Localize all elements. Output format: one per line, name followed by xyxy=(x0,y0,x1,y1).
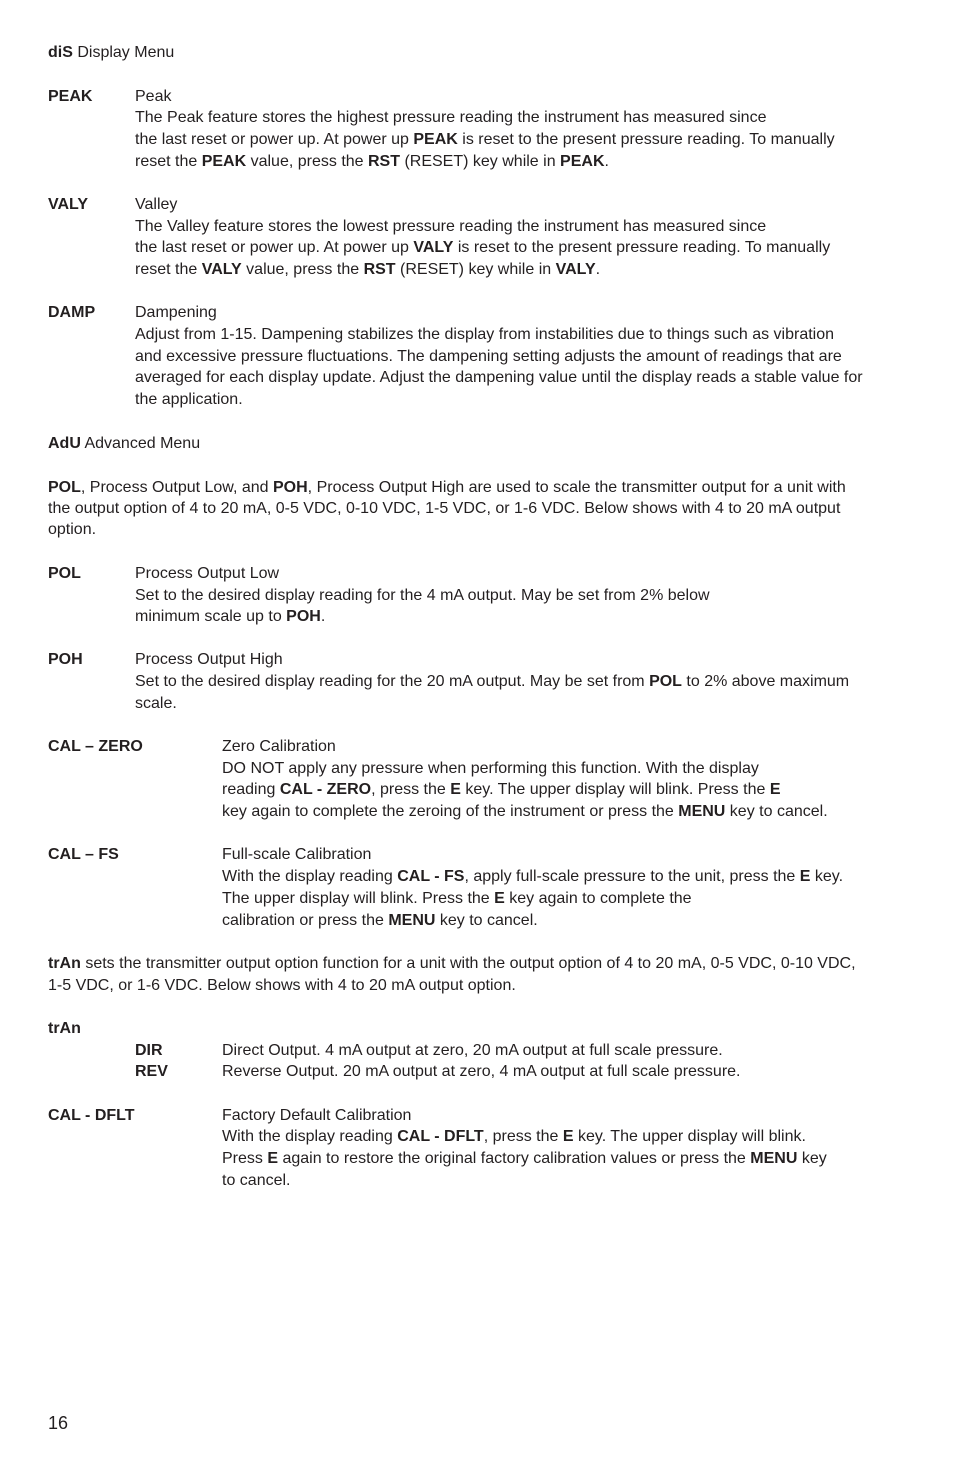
advanced-menu-heading xyxy=(48,434,200,454)
text-line: reset the VALY value, press the RST (RESET) key while in VALY. xyxy=(135,261,601,278)
pol-title: Process Output Low xyxy=(135,565,280,582)
text-line: The Peak feature stores the highest pressure reading the instrument has measured since xyxy=(135,109,767,126)
option-code: REV xyxy=(135,1063,168,1080)
menu-title: Display Menu xyxy=(77,44,175,61)
cal-zero-title: Zero Calibration xyxy=(222,738,336,755)
cal-dflt-title: Factory Default Calibration xyxy=(222,1107,412,1124)
text-line: DO NOT apply any pressure when performing this function. With the display xyxy=(222,760,759,777)
menu-title: Advanced Menu xyxy=(84,435,201,452)
text-line: trAn sets the transmitter output option function for a unit with the output option of 4 to 20 mA, 0-5 VDC, 0-10 VDC, xyxy=(48,955,856,972)
text-line: the output option of 4 to 20 mA, 0-5 VDC, 0-10 VDC, 1-5 VDC, or 1-6 VDC. Below shows with 4 to 20 mA output xyxy=(48,500,841,517)
text-line: With the display reading CAL - FS, apply full-scale pressure to the unit, press the E key. xyxy=(222,868,844,885)
valy-term: VALY xyxy=(48,196,89,213)
text-line: The Valley feature stores the lowest pressure reading the instrument has measured since xyxy=(135,218,767,235)
damp-title: Dampening xyxy=(135,304,217,321)
cal-fs-title: Full-scale Calibration xyxy=(222,846,372,863)
menu-code: AdU xyxy=(48,435,81,452)
text-line: the last reset or power up. At power up PEAK is reset to the present pressure reading. To manually xyxy=(135,131,835,148)
option-code: DIR xyxy=(135,1042,163,1059)
text-line: to cancel. xyxy=(222,1172,291,1189)
tran-term: trAn xyxy=(48,1020,81,1037)
text-line: and excessive pressure fluctuations. The dampening setting adjusts the amount of readings that are xyxy=(135,348,842,365)
text-line: Adjust from 1-15. Dampening stabilizes the display from instabilities due to things such as vibration xyxy=(135,326,835,343)
peak-title: Peak xyxy=(135,88,172,105)
text-line: Press E again to restore the original factory calibration values or press the MENU key xyxy=(222,1150,827,1167)
text-line: reading CAL - ZERO, press the E key. The upper display will blink. Press the E xyxy=(222,781,781,798)
valy-title: Valley xyxy=(135,196,178,213)
poh-term: POH xyxy=(48,651,83,668)
text-line: 1-5 VDC, or 1-6 VDC. Below shows with 4 to 20 mA output option. xyxy=(48,977,516,994)
cal-dflt-term: CAL - DFLT xyxy=(48,1107,135,1124)
text-line: averaged for each display update. Adjust the dampening value until the display reads a stable value for xyxy=(135,369,863,386)
text-line: key again to complete the zeroing of the instrument or press the MENU key to cancel. xyxy=(222,803,828,820)
option-description: Direct Output. 4 mA output at zero, 20 mA output at full scale pressure. xyxy=(222,1042,723,1059)
cal-fs-term: CAL – FS xyxy=(48,846,119,863)
text-line: reset the PEAK value, press the RST (RESET) key while in PEAK. xyxy=(135,153,609,170)
text-line: minimum scale up to POH. xyxy=(135,608,326,625)
text-line: POL, Process Output Low, and POH, Process Output High are used to scale the transmitter output for a unit with xyxy=(48,479,846,496)
text-line: the last reset or power up. At power up VALY is reset to the present pressure reading. To manually xyxy=(135,239,831,256)
text-line: calibration or press the MENU key to cancel. xyxy=(222,912,538,929)
text-line: With the display reading CAL - DFLT, press the E key. The upper display will blink. xyxy=(222,1128,806,1145)
damp-term: DAMP xyxy=(48,304,96,321)
text-line: The upper display will blink. Press the E key again to complete the xyxy=(222,890,692,907)
text-line: Set to the desired display reading for the 20 mA output. May be set from POL to 2% above maximum xyxy=(135,673,850,690)
option-description: Reverse Output. 20 mA output at zero, 4 mA output at full scale pressure. xyxy=(222,1063,741,1080)
peak-term: PEAK xyxy=(48,88,93,105)
page-number: 16 xyxy=(48,1413,69,1433)
text-line: Set to the desired display reading for the 4 mA output. May be set from 2% below xyxy=(135,587,710,604)
text-line: the application. xyxy=(135,391,243,408)
text-line: option. xyxy=(48,521,97,538)
pol-term: POL xyxy=(48,565,81,582)
display-menu-heading xyxy=(48,43,174,63)
poh-title: Process Output High xyxy=(135,651,283,668)
menu-code: diS xyxy=(48,44,73,61)
text-line: scale. xyxy=(135,695,177,712)
cal-zero-term: CAL – ZERO xyxy=(48,738,143,755)
